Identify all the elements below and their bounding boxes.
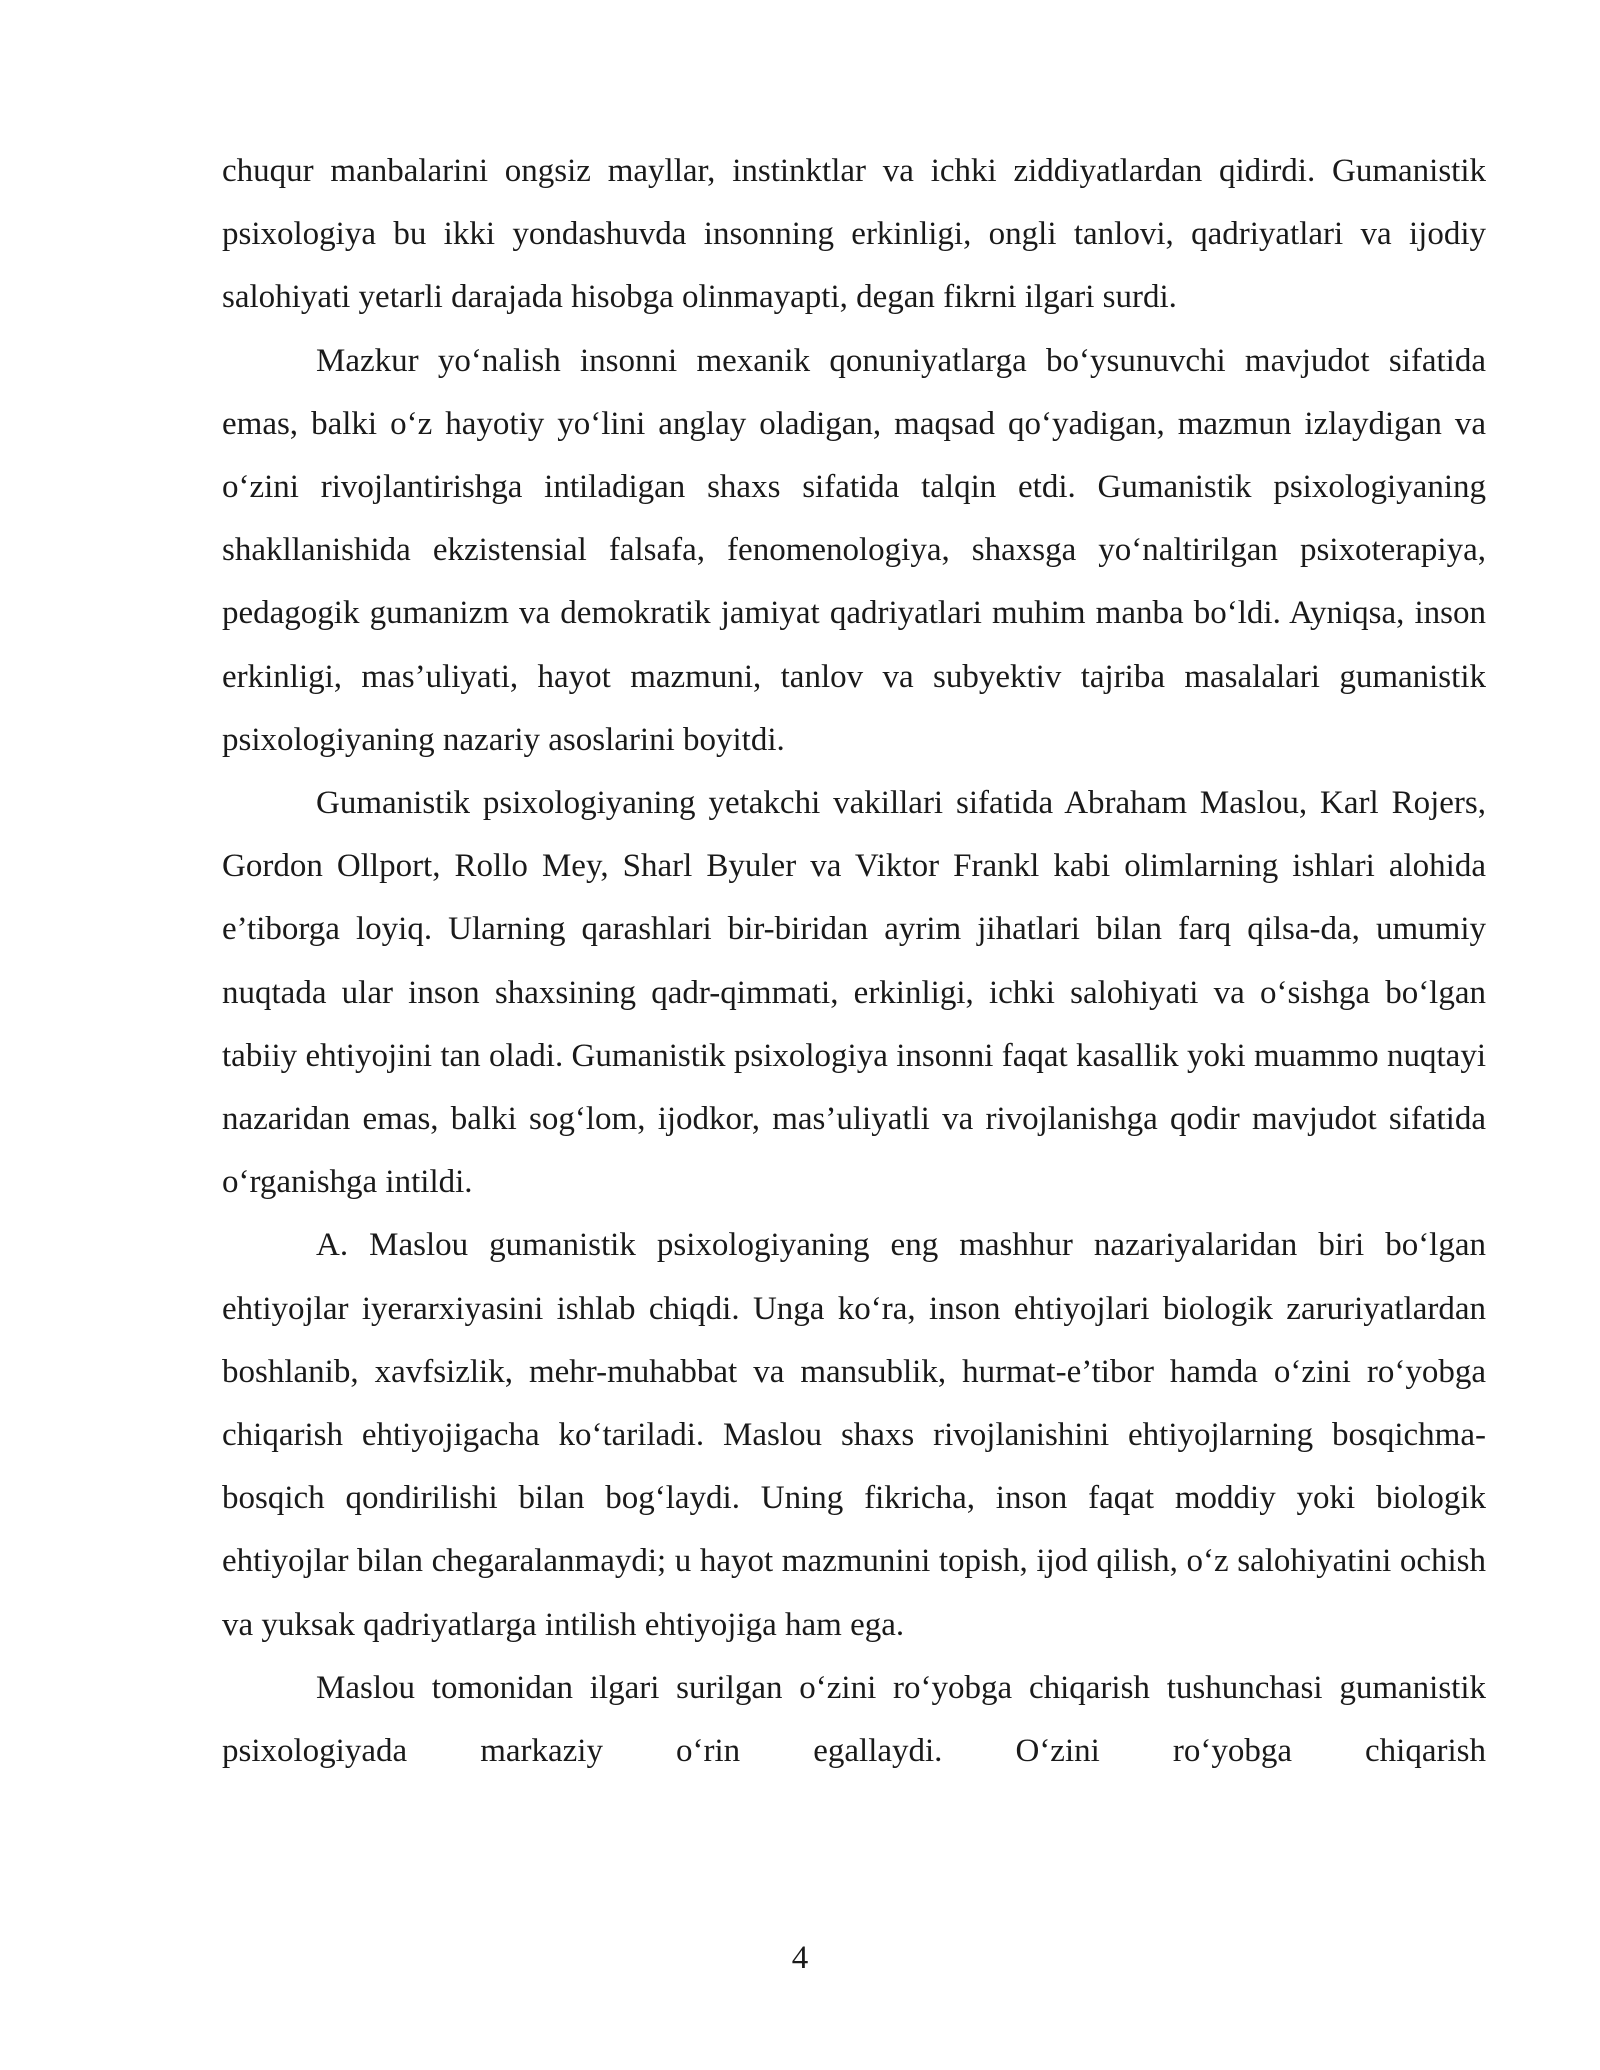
- paragraph: A. Maslou gumanistik psixologiyaning eng mashhur nazariyalaridan biri bo‘lgan ehtiyojlar iyerarxiyasini ishlab chiqdi. Unga ko‘ra, inson ehtiyojlari biologik zaruriyatlardan boshlanib, xavfsizlik, mehr-muhabbat va mansublik, hurmat-e’tibor hamda o‘zini ro‘yobga chiqarish ehtiyojigacha ko‘tariladi. Maslou shaxs rivojlanishini ehtiyojlarning bosqichma-bosqich qondirilishi bilan bog‘laydi. Uning fikricha, inson faqat moddiy yoki biologik ehtiyojlar bilan chegaralanmaydi; u hayot mazmunini topish, ijod qilish, o‘z salohiyatini ochish va yuksak qadriyatlarga intilish ehtiyojiga ham ega.: [222, 1227, 1486, 1643]
- page-number: 4: [791, 1940, 809, 1976]
- paragraph: Maslou tomonidan ilgari surilgan o‘zini ro‘yobga chiqarish tushunchasi gumanistik psixologiyada markaziy o‘rin egallaydi. O‘zini ro‘yobga chiqarish: [222, 1669, 1486, 1770]
- paragraph-continuation: chuqur manbalarini ongsiz mayllar, instinktlar va ichki ziddiyatlardan qidirdi. Gumanistik psixologiya bu ikki yondashuvda insonning erkinligi, ongli tanlovi, qadriyatlari va ijodiy salohiyati yetarli darajada hisobga olinmayapti, degan fikrni ilgari surdi.: [222, 153, 1486, 316]
- paragraph: Gumanistik psixologiyaning yetakchi vakillari sifatida Abraham Maslou, Karl Rojers, Gordon Ollport, Rollo Mey, Sharl Byuler va Viktor Frankl kabi olimlarning ishlari alohida e’tiborga loyiq. Ularning qarashlari bir-biridan ayrim jihatlari bilan farq qilsa-da, umumiy nuqtada ular inson shaxsining qadr-qimmati, erkinligi, ichki salohiyati va o‘sishga bo‘lgan tabiiy ehtiyojini tan oladi. Gumanistik psixologiya insonni faqat kasallik yoki muammo nuqtayi nazaridan emas, balki sog‘lom, ijodkor, mas’uliyatli va rivojlanishga qodir mavjudot sifatida o‘rganishga intildi.: [222, 785, 1486, 1201]
- paragraph: Mazkur yo‘nalish insonni mexanik qonuniyatlarga bo‘ysunuvchi mavjudot sifatida emas, balki o‘z hayotiy yo‘lini anglay oladigan, maqsad qo‘yadigan, mazmun izlaydigan va o‘zini rivojlantirishga intiladigan shaxs sifatida talqin etdi. Gumanistik psixologiyaning shakllanishida ekzistensial falsafa, fenomenologiya, shaxsga yo‘naltirilgan psixoterapiya, pedagogik gumanizm va demokratik jamiyat qadriyatlari muhim manba bo‘ldi. Ayniqsa, inson erkinligi, mas’uliyati, hayot mazmuni, tanlov va subyektiv tajriba masalalari gumanistik psixologiyaning nazariy asoslarini boyitdi.: [222, 342, 1486, 758]
- text-body: [222, 140, 1486, 1783]
